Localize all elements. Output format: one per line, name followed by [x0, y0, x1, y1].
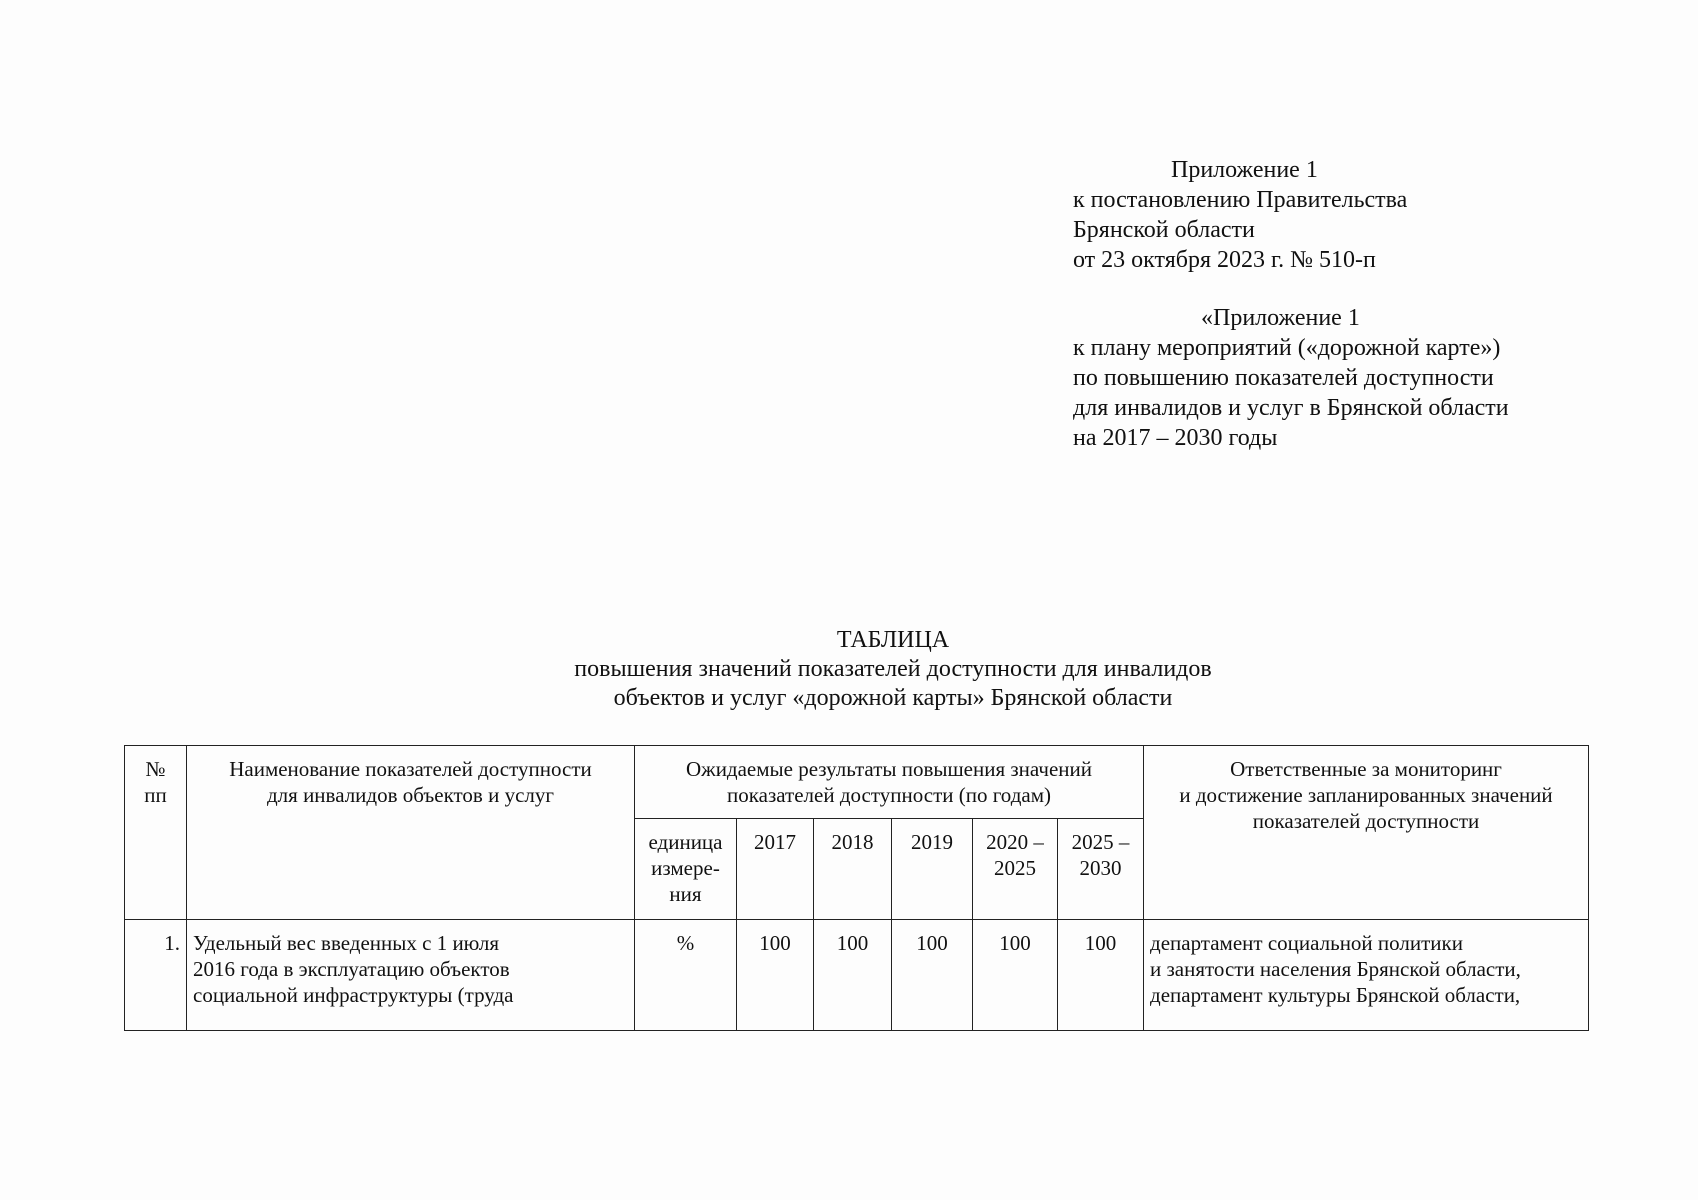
table-heading-title: ТАБЛИЦА: [836, 627, 950, 653]
appendix-resolution-line: к постановлению Правительства: [1073, 187, 1408, 213]
cell-value-2020-2025: 100: [973, 920, 1058, 1031]
appendix-title: Приложение 1: [1171, 157, 1318, 183]
header-expected-results: Ожидаемые результаты повышения значений показателей доступности (по годам): [635, 746, 1144, 819]
cell-number: 1.: [125, 920, 187, 1031]
table-heading-subtitle: повышения значений показателей доступности для инвалидов: [574, 656, 1212, 682]
header-year-2018: 2018: [814, 819, 892, 920]
cell-unit: %: [635, 920, 737, 1031]
spacer: [1073, 275, 1633, 303]
cell-indicator-name: Удельный вес введенных с 1 июля 2016 года в эксплуатацию объектов социальной инфраструктуры (труда: [187, 920, 635, 1031]
table-header-row: [125, 746, 1589, 819]
plan-appendix-line: к плану мероприятий («дорожной карте»): [1073, 335, 1501, 361]
cell-value-2017: 100: [737, 920, 814, 1031]
header-year-2017: 2017: [737, 819, 814, 920]
table-heading: [44, 626, 1698, 713]
appendix-date-number: от 23 октября 2023 г. № 510-п: [1073, 247, 1376, 273]
cell-value-2019: 100: [892, 920, 973, 1031]
appendix-region-line: Брянской области: [1073, 217, 1255, 243]
cell-responsible: департамент социальной политики и занятости населения Брянской области, департамент культуры Брянской области,: [1144, 920, 1589, 1031]
header-year-2019: 2019: [892, 819, 973, 920]
indicators-table: [124, 745, 1589, 1031]
header-unit: единица измере- ния: [635, 819, 737, 920]
table-row: [125, 920, 1589, 1031]
cell-value-2018: 100: [814, 920, 892, 1031]
appendix-header: [1073, 155, 1633, 453]
table-heading-subtitle: объектов и услуг «дорожной карты» Брянской области: [613, 685, 1173, 711]
header-indicator-name: Наименование показателей доступности для инвалидов объектов и услуг: [187, 746, 635, 920]
header-years-2020-2025: 2020 – 2025: [973, 819, 1058, 920]
plan-appendix-title: «Приложение 1: [1201, 305, 1360, 331]
plan-appendix-line: для инвалидов и услуг в Брянской области: [1073, 395, 1509, 421]
plan-appendix-line: по повышению показателей доступности: [1073, 365, 1494, 391]
header-responsible: Ответственные за мониторинг и достижение запланированных значений показателей доступности: [1144, 746, 1589, 920]
cell-value-2025-2030: 100: [1058, 920, 1144, 1031]
header-number: № пп: [125, 746, 187, 920]
plan-appendix-years: на 2017 – 2030 годы: [1073, 425, 1278, 451]
header-years-2025-2030: 2025 – 2030: [1058, 819, 1144, 920]
